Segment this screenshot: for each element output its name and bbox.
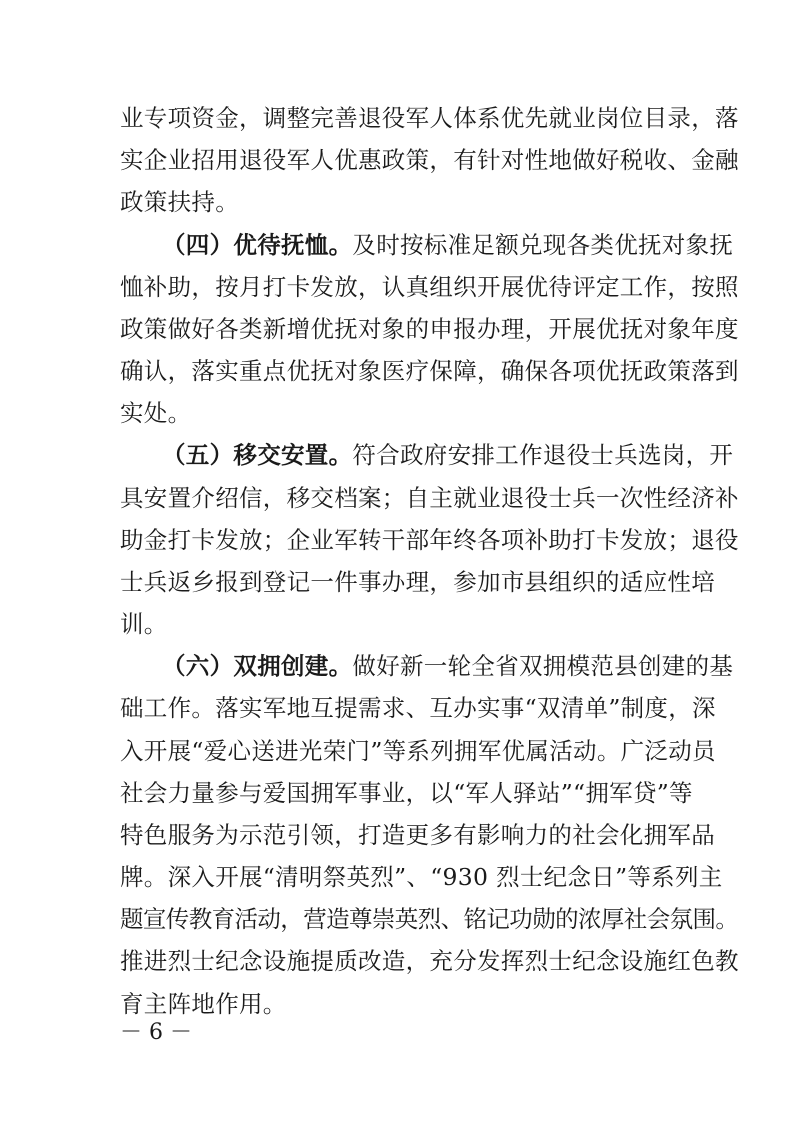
- section-4-line: 实处。: [120, 399, 192, 428]
- section-6-line: 牌。深入开展“清明祭英烈”、“930 烈士纪念日”等系列主: [120, 863, 723, 891]
- section-6-line: 础工作。落实军地互提需求、互办实事“双清单”制度，深: [120, 694, 716, 723]
- section-6-line: 社会力量参与爱国拥军事业，以“军人驿站”“拥军贷”等: [120, 778, 693, 807]
- intro-line: 实企业招用退役军人优惠政策，有针对性地做好税收、金融: [120, 146, 739, 175]
- section-6-line: 特色服务为示范引领，打造更多有影响力的社会化拥军品: [120, 820, 715, 849]
- section-4-line: 政策做好各类新增优抚对象的申报办理，开展优抚对象年度: [120, 314, 739, 343]
- section-6-first-text: 做好新一轮全省双拥模范县创建的基: [352, 652, 734, 681]
- section-6-first-line: [162, 649, 734, 683]
- section-6-line: 题宣传教育活动，营造尊崇英烈、铭记功勋的浓厚社会氛围。: [120, 905, 739, 934]
- section-4-heading: （四）优待抚恤。: [162, 230, 353, 259]
- section-5-line: 训。: [120, 610, 168, 638]
- section-6-line: 育主阵地作用。: [120, 989, 287, 1018]
- section-5-first-text: 符合政府安排工作退役士兵选岗，开: [352, 441, 734, 470]
- intro-line: 政策扶持。: [120, 188, 239, 217]
- section-4-line: 恤补助，按月打卡发放，认真组织开展优待评定工作，按照: [120, 272, 739, 301]
- intro-line: 业专项资金，调整完善退役军人体系优先就业岗位目录，落: [120, 104, 739, 132]
- section-6-line: 推进烈士纪念设施提质改造，充分发挥烈士纪念设施红色教: [120, 947, 739, 976]
- page-number: － 6 －: [120, 1020, 192, 1045]
- section-5-heading: （五）移交安置。: [162, 441, 353, 470]
- section-4-line: 确认，落实重点优抚对象医疗保障，确保各项优抚政策落到: [120, 357, 739, 385]
- section-4-first-text: 及时按标准足额兑现各类优抚对象抚: [352, 230, 734, 259]
- section-5-line: 助金打卡发放；企业军转干部年终各项补助打卡发放；退役: [120, 525, 739, 554]
- section-5-line: 士兵返乡报到登记一件事办理，参加市县组织的适应性培: [120, 567, 715, 596]
- section-6-heading: （六）双拥创建。: [162, 652, 353, 681]
- section-4-first-line: [162, 228, 734, 262]
- section-5-line: 具安置介绍信，移交档案；自主就业退役士兵一次性经济补: [120, 483, 739, 512]
- section-6-line: 入开展“爱心送进光荣门”等系列拥军优属活动。广泛动员: [120, 736, 716, 765]
- section-5-first-line: [162, 438, 734, 472]
